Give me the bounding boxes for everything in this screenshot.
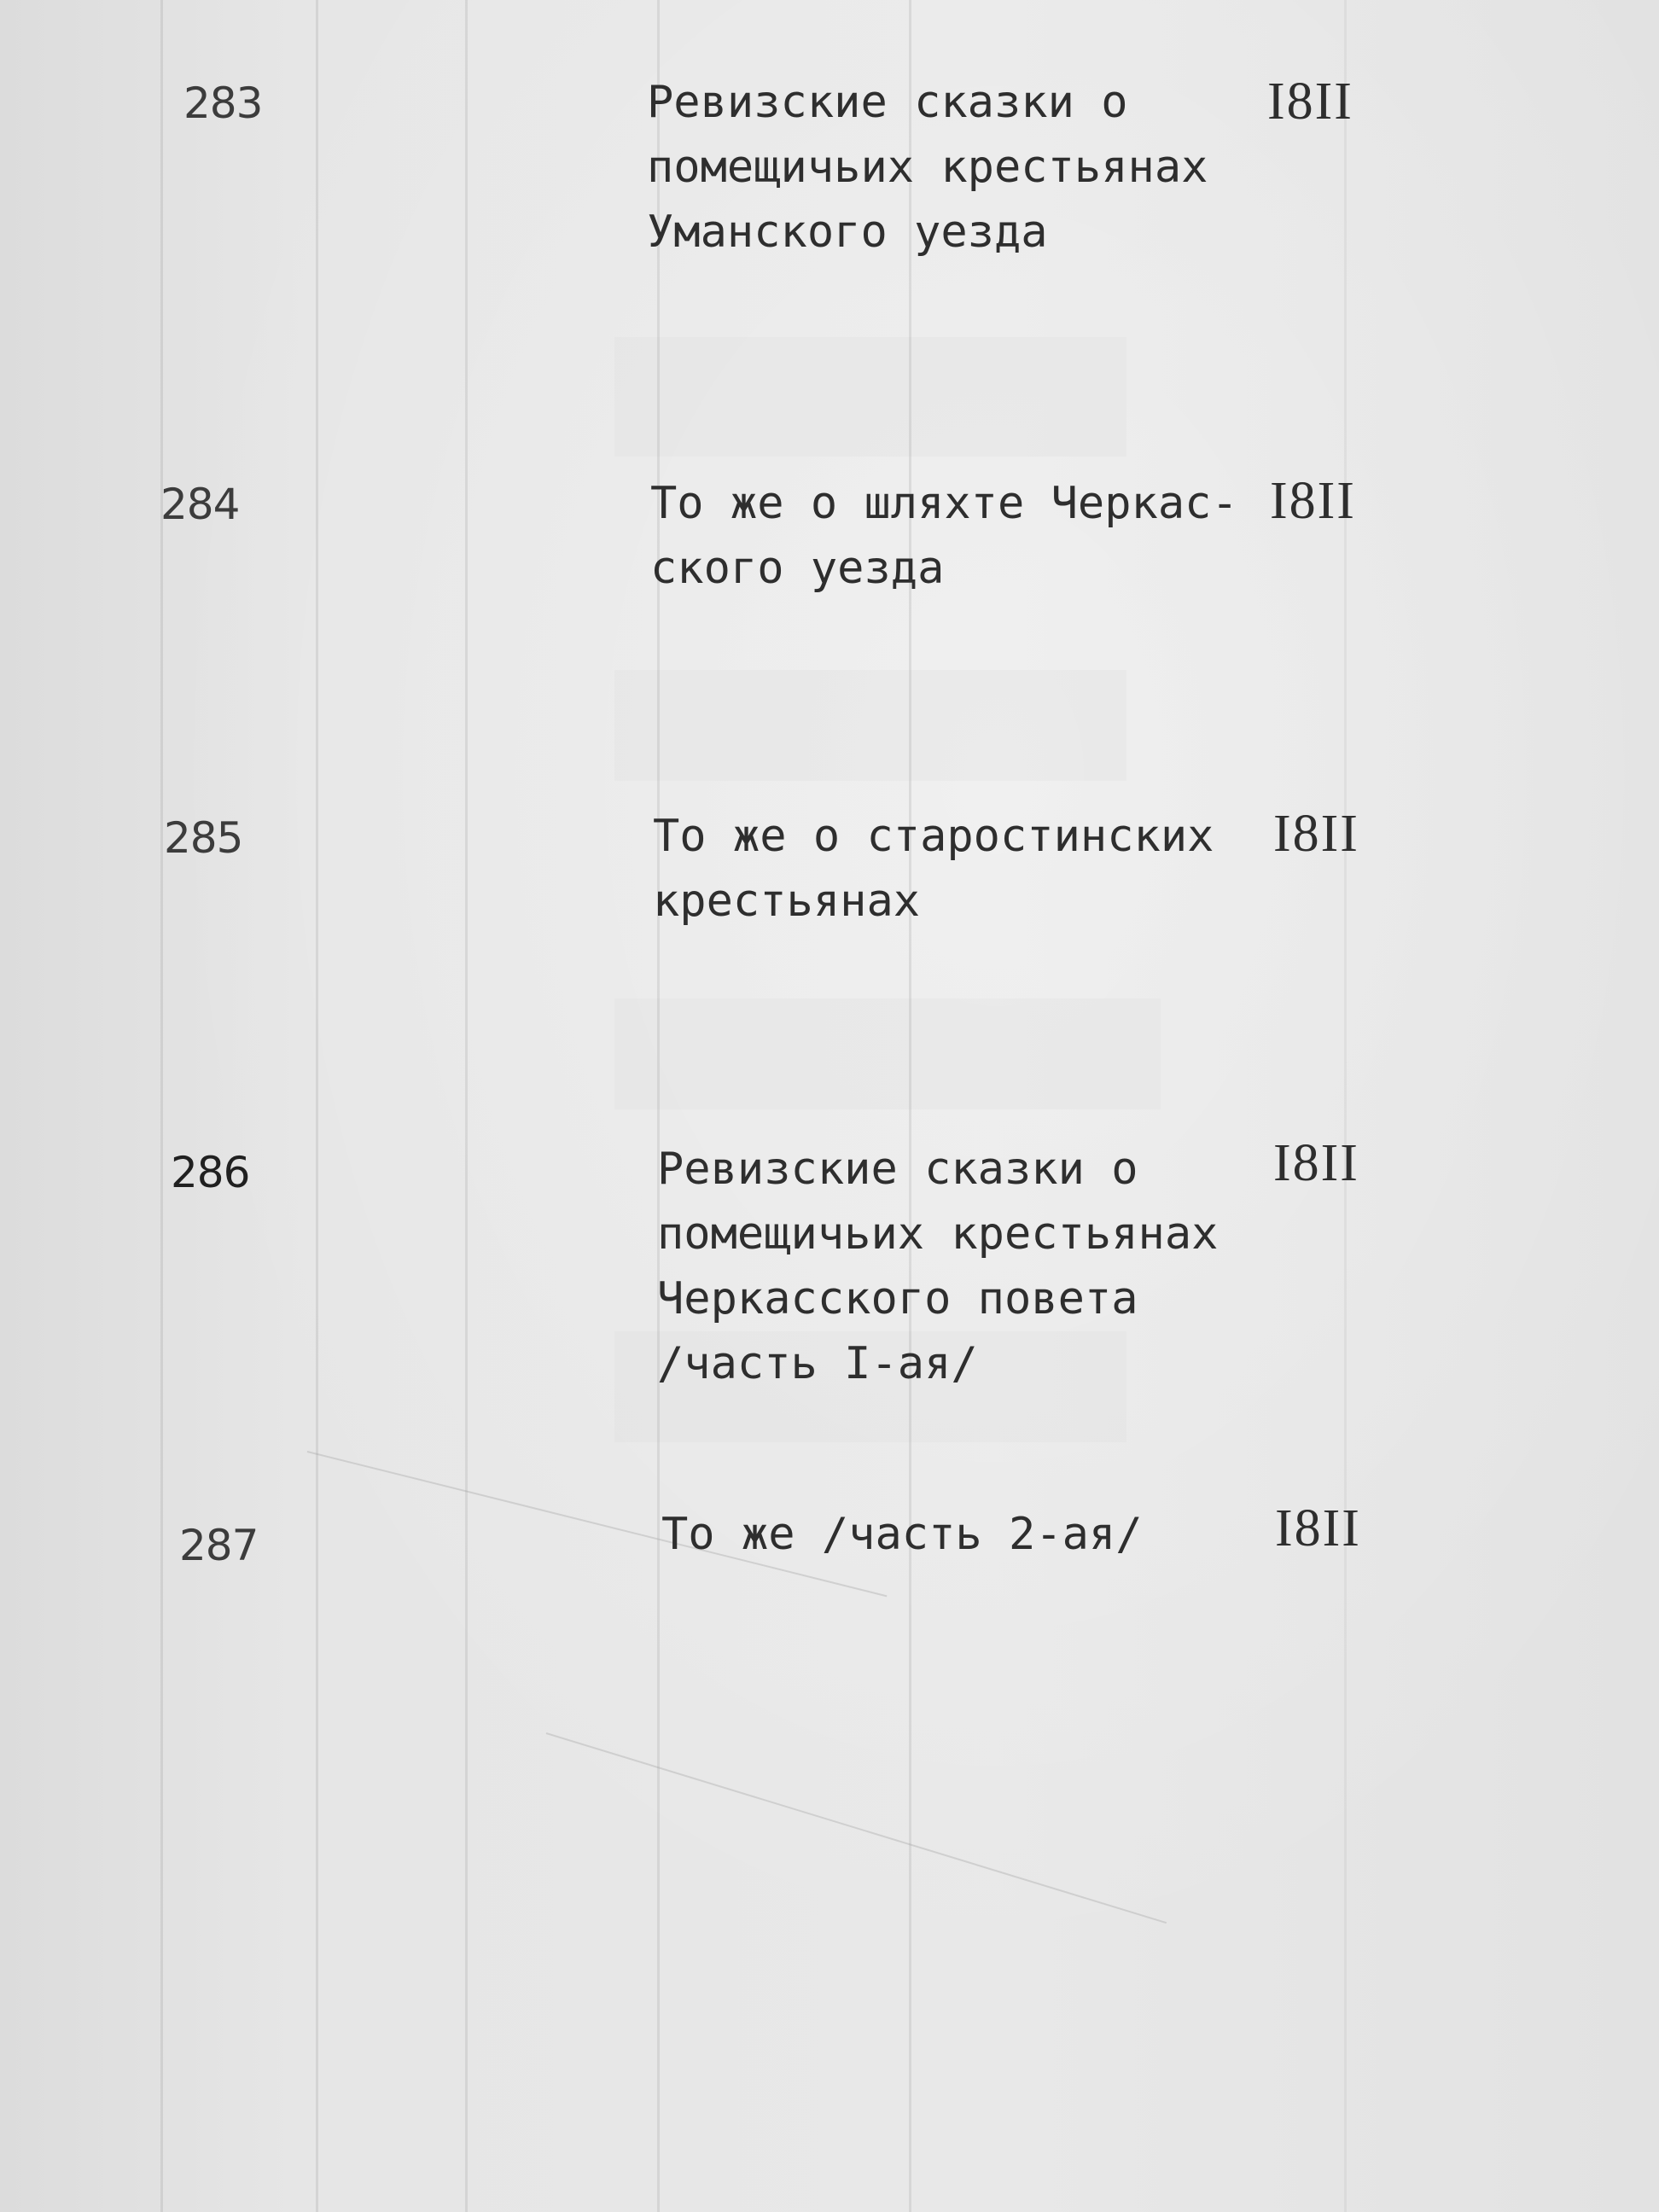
bleed-through-mark	[614, 670, 1126, 781]
description-line: То же о старостинских	[653, 811, 1214, 862]
bleed-through-mark	[614, 998, 1161, 1109]
entry-year: I8II	[1267, 73, 1353, 131]
ruling-line	[160, 0, 163, 2212]
bleed-through-mark	[614, 337, 1126, 457]
entry-year: I8II	[1273, 805, 1359, 863]
entry-year: I8II	[1275, 1499, 1361, 1557]
description-line: Ревизские сказки о	[647, 77, 1128, 128]
paper-crease	[546, 1732, 1167, 1924]
description-line: крестьянах	[653, 876, 921, 927]
description-line: То же о шляхте Черкас-	[650, 478, 1238, 529]
description-line: ского уезда	[650, 543, 945, 594]
entry-year: I8II	[1270, 472, 1356, 530]
ruling-line	[1344, 0, 1347, 2212]
entry-description	[650, 471, 1238, 601]
description-line: помещичьих крестьянах	[657, 1208, 1219, 1260]
entry-description	[647, 70, 1208, 265]
entry-description	[653, 804, 1214, 934]
entry-description	[657, 1137, 1218, 1396]
entry-number: 286	[171, 1148, 250, 1197]
description-line: Черкасского повета	[657, 1273, 1138, 1324]
entry-number: 283	[183, 79, 263, 128]
entry-year: I8II	[1273, 1134, 1359, 1192]
entry-number: 284	[160, 480, 240, 529]
description-line: Уманского уезда	[647, 207, 1048, 258]
ruling-line	[465, 0, 468, 2212]
entry-number: 287	[179, 1521, 259, 1570]
ruling-line	[316, 0, 318, 2212]
description-line: То же /часть 2-ая/	[661, 1509, 1143, 1560]
description-line: /часть I-ая/	[657, 1338, 978, 1389]
entry-number: 285	[164, 813, 243, 863]
description-line: Ревизские сказки о	[657, 1144, 1138, 1195]
description-line: помещичьих крестьянах	[647, 142, 1208, 193]
entry-description	[661, 1502, 1143, 1567]
